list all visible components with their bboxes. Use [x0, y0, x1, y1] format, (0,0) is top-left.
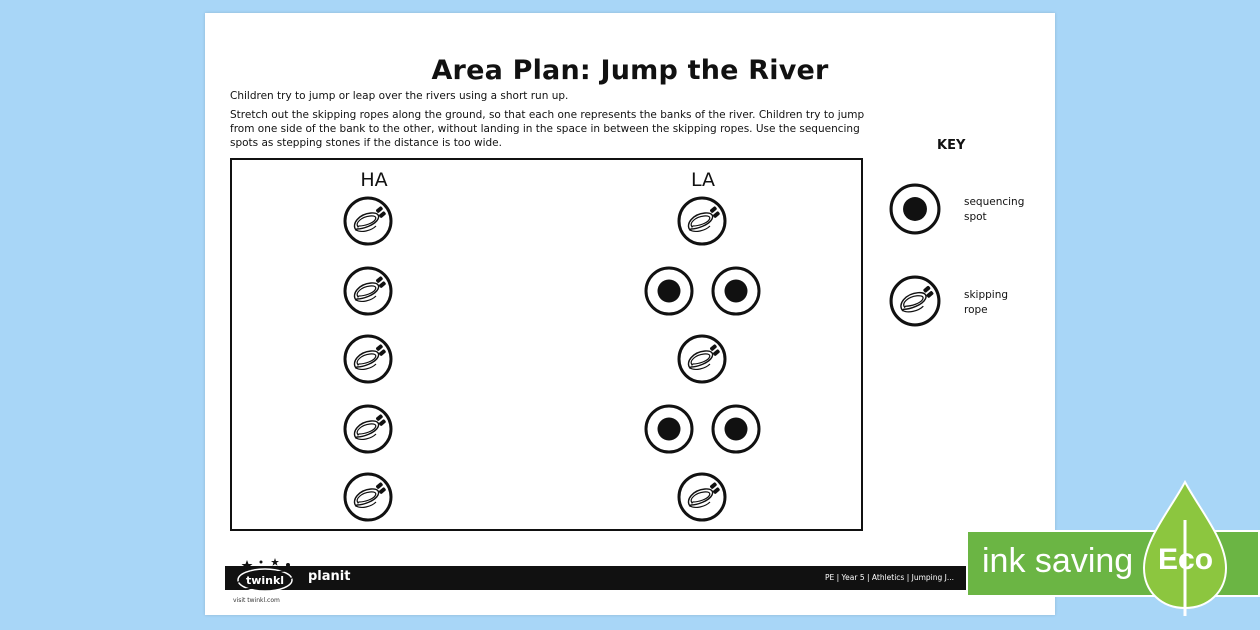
sequencing-spot-icon [644, 404, 694, 454]
skipping-rope-icon [677, 472, 727, 522]
skipping-rope-icon [343, 266, 393, 316]
intro-line-2: Stretch out the skipping ropes along the ground, so that each one represents the banks of the river. Children try to jump from one side of the bank to the other, without landing in the space in between the skipping ropes. Use the sequencing spots as stepping stones if the distance is too wide. [230, 109, 865, 149]
la-label: LA [690, 169, 716, 191]
sequencing-spot-icon [889, 183, 941, 235]
skipping-rope-icon [343, 334, 393, 384]
page-title: Area Plan: Jump the River [431, 55, 829, 86]
intro-line-1: Children try to jump or leap over the rivers using a short run up. [230, 90, 569, 102]
brand-text: twinkl [245, 574, 285, 587]
ink-saving-text: ink saving [982, 542, 1134, 580]
twinkl-logo [235, 556, 305, 600]
key-title: KEY [937, 138, 966, 153]
planit-brand: planit [308, 569, 351, 584]
footer-url: visit twinkl.com [233, 597, 280, 604]
worksheet [205, 13, 1055, 615]
ha-label: HA [360, 169, 388, 191]
footer-breadcrumb: PE | Year 5 | Athletics | Jumping J... [825, 573, 955, 582]
intro-text [230, 89, 870, 155]
sequencing-spot-icon [711, 404, 761, 454]
skipping-rope-icon [889, 275, 941, 327]
skipping-rope-icon [677, 196, 727, 246]
sequencing-spot-icon [644, 266, 694, 316]
key-label-skipping-rope: skipping rope [964, 289, 1009, 316]
key-label-sequencing-spot: sequencing spot [964, 196, 1025, 223]
eco-label: Eco [1158, 543, 1214, 576]
area-plan [230, 158, 863, 531]
skipping-rope-icon [343, 404, 393, 454]
skipping-rope-icon [343, 196, 393, 246]
skipping-rope-icon [343, 472, 393, 522]
sequencing-spot-icon [711, 266, 761, 316]
skipping-rope-icon [677, 334, 727, 384]
